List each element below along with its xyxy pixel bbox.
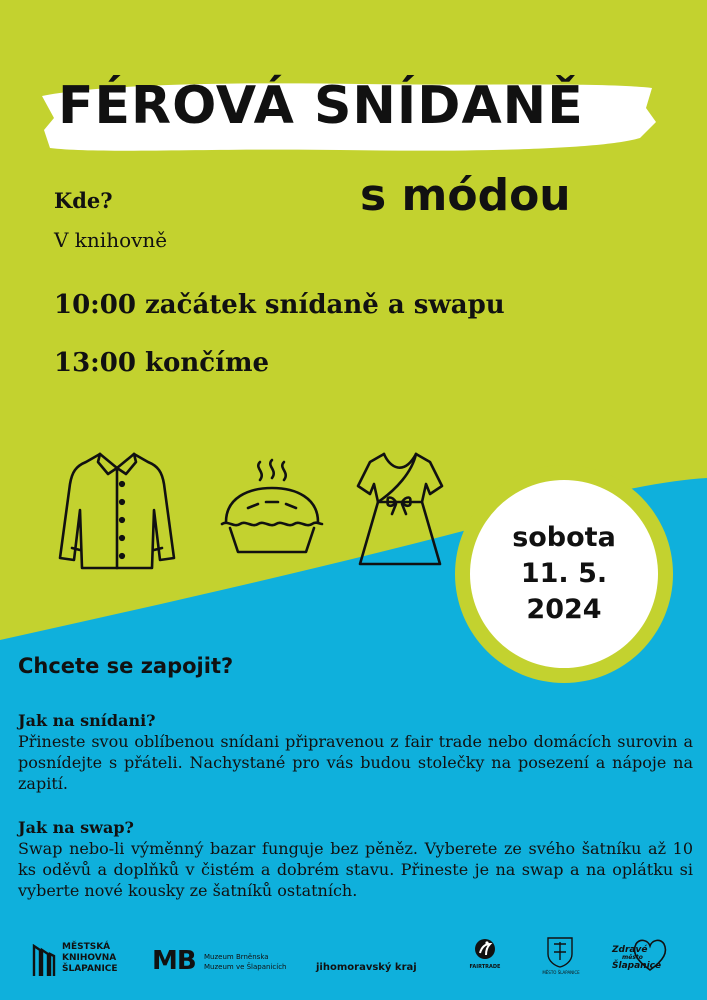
fairtrade-label: FAIRTRADE bbox=[469, 964, 501, 970]
where-label: Kde? bbox=[54, 188, 113, 213]
breakfast-question: Jak na snídani? bbox=[18, 711, 156, 730]
healthy-city-line1: Zdravé bbox=[612, 945, 648, 955]
town-logo-label: MĚSTO ŠLAPANICE bbox=[542, 970, 580, 975]
library-logo-icon bbox=[32, 944, 56, 978]
swap-answer: Swap nebo-li výměnný bazar funguje bez pěněz. Vyberete ze svého šatníku až 10 ks oděvů a doplňků v čistém a dobrém stavu. Přineste je na swap a na oplátku si vyberte nové kousky ze šatníků ostatních. bbox=[18, 839, 693, 900]
pie-icon bbox=[218, 458, 326, 558]
logo-footer bbox=[0, 930, 707, 990]
library-logo-line3: ŠLAPANICE bbox=[62, 964, 118, 974]
library-logo bbox=[32, 942, 142, 982]
breakfast-answer: Přineste svou oblíbenou snídani připravenou z fair trade nebo domácích surovin a posnídejte s přáteli. Nachystané pro vás budou stolečky na posezení a nápoje na zapití. bbox=[18, 732, 693, 793]
shirt-icon bbox=[58, 450, 176, 572]
section-title: Chcete se zapojit? bbox=[18, 654, 234, 678]
dress-icon bbox=[356, 450, 444, 570]
library-logo-line1: MĚSTSKÁ bbox=[62, 942, 111, 952]
museum-logo-line2: Muzeum ve Šlapanicích bbox=[204, 963, 287, 971]
page-subtitle: s módou bbox=[360, 170, 571, 221]
schedule-end: 13:00 končíme bbox=[54, 348, 270, 378]
where-value: V knihovně bbox=[54, 228, 168, 252]
healthy-city-line3: Šlapanice bbox=[612, 961, 662, 971]
library-logo-line2: KNIHOVNA bbox=[62, 953, 117, 963]
museum-logo-line1: Muzeum Brněnska bbox=[204, 953, 269, 961]
swap-block bbox=[18, 817, 693, 901]
town-crest-icon bbox=[546, 936, 574, 968]
fairtrade-logo bbox=[464, 938, 504, 986]
town-logo bbox=[538, 936, 582, 988]
museum-logo bbox=[152, 946, 302, 982]
date-year: 2024 bbox=[526, 594, 602, 625]
schedule-start: 10:00 začátek snídaně a swapu bbox=[54, 290, 505, 320]
breakfast-block bbox=[18, 710, 693, 794]
swap-question: Jak na swap? bbox=[18, 818, 134, 837]
date-badge bbox=[455, 465, 673, 683]
fairtrade-icon bbox=[474, 938, 496, 960]
region-logo: jihomoravský kraj bbox=[316, 962, 417, 973]
healthy-city-line2: město bbox=[622, 954, 643, 961]
page-title: FÉROVÁ SNÍDANĚ bbox=[58, 76, 584, 136]
healthy-city-logo bbox=[610, 938, 672, 984]
museum-logo-mark: MB bbox=[152, 946, 196, 976]
date-date: 11. 5. bbox=[520, 558, 608, 589]
date-badge-inner bbox=[470, 480, 658, 668]
date-day: sobota bbox=[512, 522, 616, 553]
